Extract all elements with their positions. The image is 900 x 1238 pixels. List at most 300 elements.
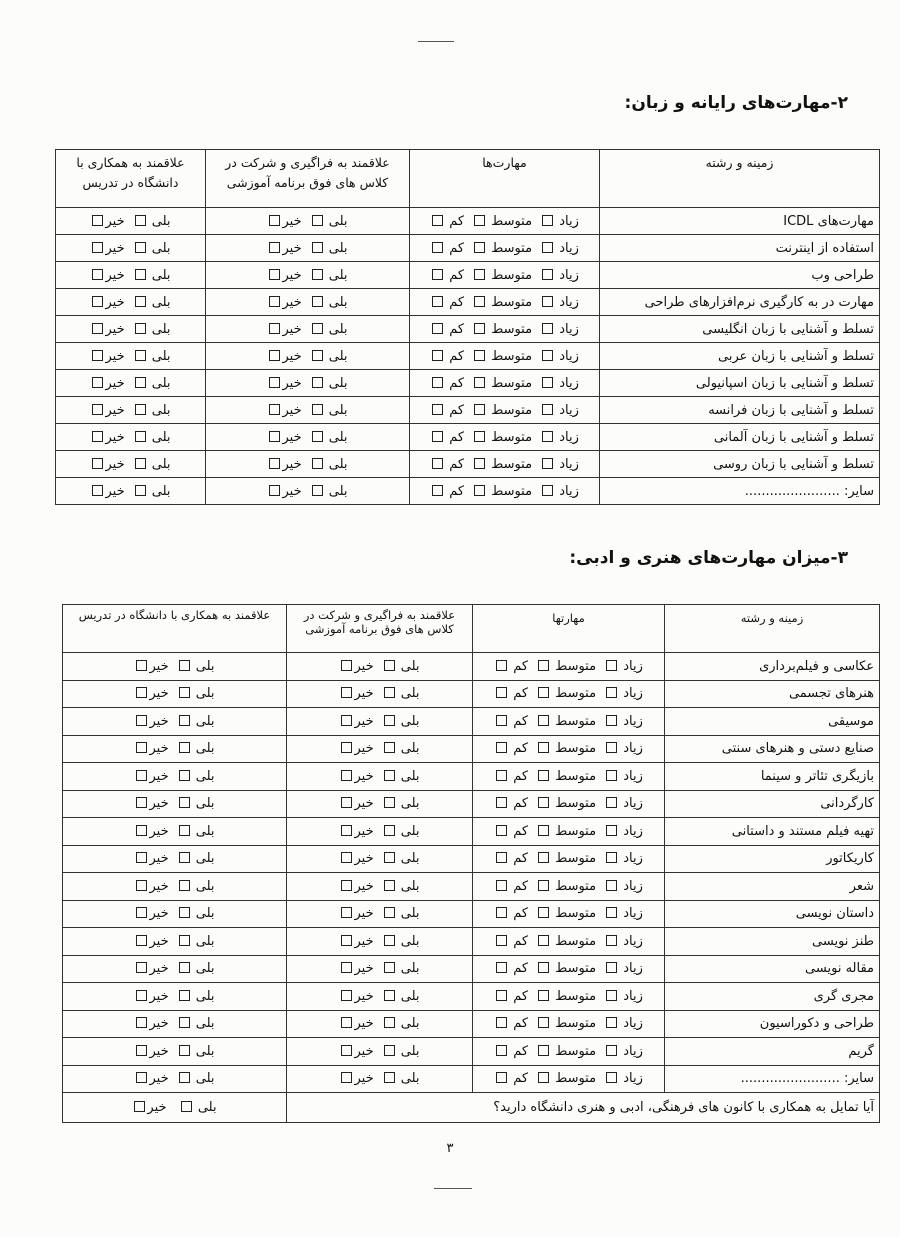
yes-checkbox[interactable] [312,242,323,253]
course-interest-cell [287,928,473,956]
level-medium-checkbox[interactable] [538,907,549,918]
no-checkbox[interactable] [269,296,280,307]
level-medium: متوسط [472,430,532,445]
yes-checkbox[interactable] [312,215,323,226]
course-interest-cell [287,955,473,983]
no-option: خیر [90,268,124,283]
no-option: خیر [132,1100,166,1115]
yes-checkbox[interactable] [181,1101,192,1112]
level-medium: متوسط [536,961,596,976]
header-course: علاقمند به فراگیری و شرکت در کلاس های فوق برنامه آموزشی [206,150,410,208]
no-checkbox[interactable] [92,404,103,415]
yes-checkbox[interactable] [312,323,323,334]
yes-checkbox[interactable] [384,825,395,836]
skill-level-cell [410,478,600,505]
course-interest-cell [287,653,473,681]
table-row [63,928,880,956]
no-checkbox[interactable] [136,825,147,836]
level-high-checkbox[interactable] [606,715,617,726]
level-medium-checkbox[interactable] [538,742,549,753]
level-low-checkbox[interactable] [432,215,443,226]
level-medium-checkbox[interactable] [538,935,549,946]
level-high: زیاد [540,376,579,391]
no-checkbox[interactable] [341,742,352,753]
course-interest-cell [287,845,473,873]
level-high: زیاد [604,879,643,894]
level-medium-checkbox[interactable] [538,825,549,836]
row-label: گریم [665,1038,880,1066]
no-checkbox[interactable] [341,1072,352,1083]
yes-checkbox[interactable] [135,215,146,226]
yes-checkbox[interactable] [384,660,395,671]
yes-checkbox[interactable] [384,797,395,808]
level-high-checkbox[interactable] [606,1045,617,1056]
level-medium-checkbox[interactable] [474,242,485,253]
yes-checkbox[interactable] [179,990,190,1001]
level-high: زیاد [604,796,643,811]
level-medium: متوسط [472,403,532,418]
yes-checkbox[interactable] [312,458,323,469]
row-label: موسیقی [665,708,880,736]
yes-checkbox[interactable] [135,296,146,307]
yes-option: بلی [310,484,348,499]
teach-interest-cell [63,955,287,983]
no-checkbox[interactable] [269,485,280,496]
no-option: خیر [339,989,373,1004]
no-checkbox[interactable] [269,431,280,442]
row-label: طراحی و دکوراسیون [665,1010,880,1038]
no-checkbox[interactable] [136,687,147,698]
yes-checkbox[interactable] [312,296,323,307]
no-option: خیر [339,961,373,976]
yes-checkbox[interactable] [312,350,323,361]
level-low-checkbox[interactable] [496,1045,507,1056]
yes-option: بلی [310,214,348,229]
level-high-checkbox[interactable] [606,660,617,671]
no-checkbox[interactable] [92,350,103,361]
no-checkbox[interactable] [92,323,103,334]
yes-option: بلی [133,214,171,229]
level-low-checkbox[interactable] [432,485,443,496]
no-option: خیر [90,484,124,499]
no-checkbox[interactable] [92,377,103,388]
no-checkbox[interactable] [341,715,352,726]
course-interest-cell [287,763,473,791]
yes-checkbox[interactable] [179,742,190,753]
yes-checkbox[interactable] [384,1072,395,1083]
level-low-checkbox[interactable] [496,797,507,808]
level-low-checkbox[interactable] [432,377,443,388]
yes-checkbox[interactable] [384,962,395,973]
yes-option: بلی [382,906,420,921]
level-low: کم [494,961,528,976]
header-skills: مهارت‌ها [410,150,600,208]
yes-option: بلی [133,322,171,337]
no-checkbox[interactable] [92,242,103,253]
level-low-checkbox[interactable] [432,323,443,334]
skill-level-cell [473,708,665,736]
yes-option: بلی [382,714,420,729]
level-low-checkbox[interactable] [496,1072,507,1083]
level-medium-checkbox[interactable] [474,350,485,361]
level-medium-checkbox[interactable] [538,770,549,781]
no-checkbox[interactable] [136,1072,147,1083]
no-option: خیر [339,1016,373,1031]
level-medium: متوسط [472,484,532,499]
level-medium: متوسط [536,934,596,949]
skill-level-cell [410,316,600,343]
skill-level-cell [473,818,665,846]
no-checkbox[interactable] [341,797,352,808]
no-checkbox[interactable] [269,269,280,280]
table-row [63,845,880,873]
level-low-checkbox[interactable] [496,852,507,863]
level-medium-checkbox[interactable] [538,1072,549,1083]
no-checkbox[interactable] [341,907,352,918]
yes-checkbox[interactable] [179,935,190,946]
yes-option: بلی [177,1016,215,1031]
no-checkbox[interactable] [136,907,147,918]
level-medium-checkbox[interactable] [538,715,549,726]
no-checkbox[interactable] [341,935,352,946]
yes-checkbox[interactable] [135,377,146,388]
yes-checkbox[interactable] [384,715,395,726]
yes-checkbox[interactable] [384,880,395,891]
teach-interest-cell [63,708,287,736]
yes-option: بلی [133,403,171,418]
level-low-checkbox[interactable] [496,990,507,1001]
row-label: مقاله نویسی [665,955,880,983]
no-checkbox[interactable] [341,825,352,836]
level-high: زیاد [604,686,643,701]
teach-interest-cell [63,928,287,956]
level-medium-checkbox[interactable] [474,404,485,415]
row-label: استفاده از اینترنت [600,235,880,262]
teach-interest-cell [56,343,206,370]
table-row [63,955,880,983]
no-checkbox[interactable] [269,242,280,253]
level-high-checkbox[interactable] [542,431,553,442]
level-low: کم [494,934,528,949]
level-high-checkbox[interactable] [606,797,617,808]
yes-checkbox[interactable] [135,323,146,334]
level-low-checkbox[interactable] [432,458,443,469]
level-medium-checkbox[interactable] [474,269,485,280]
yes-option: بلی [382,796,420,811]
teach-interest-cell [56,289,206,316]
yes-option: بلی [177,906,215,921]
level-medium: متوسط [472,349,532,364]
no-checkbox[interactable] [269,323,280,334]
yes-checkbox[interactable] [312,269,323,280]
level-high: زیاد [540,214,579,229]
no-checkbox[interactable] [136,770,147,781]
no-checkbox[interactable] [136,1045,147,1056]
yes-checkbox[interactable] [179,687,190,698]
no-option: خیر [134,741,168,756]
section3-title: ۳-میزان مهارت‌های هنری و ادبی: [569,548,848,568]
no-checkbox[interactable] [134,1101,145,1112]
no-option: خیر [267,430,301,445]
level-high-checkbox[interactable] [542,296,553,307]
no-checkbox[interactable] [136,935,147,946]
course-interest-cell [287,680,473,708]
yes-checkbox[interactable] [384,990,395,1001]
table-row [56,316,880,343]
no-checkbox[interactable] [136,962,147,973]
table-row [56,370,880,397]
skill-level-cell [410,343,600,370]
level-medium-checkbox[interactable] [538,990,549,1001]
teach-interest-cell [63,1010,287,1038]
level-high-checkbox[interactable] [606,962,617,973]
level-medium-checkbox[interactable] [538,852,549,863]
yes-checkbox[interactable] [384,1017,395,1028]
level-medium-checkbox[interactable] [474,377,485,388]
level-high-checkbox[interactable] [606,852,617,863]
no-option: خیر [339,879,373,894]
yes-checkbox[interactable] [384,935,395,946]
no-checkbox[interactable] [92,485,103,496]
no-checkbox[interactable] [269,458,280,469]
level-high-checkbox[interactable] [606,935,617,946]
level-low-checkbox[interactable] [432,296,443,307]
table-row [56,235,880,262]
yes-checkbox[interactable] [179,880,190,891]
level-low-checkbox[interactable] [496,660,507,671]
level-low-checkbox[interactable] [432,242,443,253]
no-option: خیر [134,906,168,921]
yes-checkbox[interactable] [384,907,395,918]
course-interest-cell [287,873,473,901]
no-checkbox[interactable] [92,296,103,307]
skill-level-cell [473,763,665,791]
no-checkbox[interactable] [341,880,352,891]
level-high-checkbox[interactable] [542,377,553,388]
yes-checkbox[interactable] [179,1045,190,1056]
yes-checkbox[interactable] [312,404,323,415]
level-high-checkbox[interactable] [542,404,553,415]
yes-checkbox[interactable] [179,715,190,726]
level-high-checkbox[interactable] [606,907,617,918]
yes-option: بلی [177,686,215,701]
skill-level-cell [473,680,665,708]
level-high-checkbox[interactable] [542,215,553,226]
level-low: کم [494,1044,528,1059]
yes-option: بلی [177,769,215,784]
level-low-checkbox[interactable] [496,880,507,891]
level-medium: متوسط [536,1044,596,1059]
level-medium: متوسط [536,769,596,784]
level-high-checkbox[interactable] [606,687,617,698]
yes-checkbox[interactable] [179,797,190,808]
level-medium: متوسط [536,906,596,921]
no-checkbox[interactable] [136,880,147,891]
yes-checkbox[interactable] [135,269,146,280]
top-mark [418,41,454,42]
level-medium-checkbox[interactable] [538,797,549,808]
yes-checkbox[interactable] [179,1072,190,1083]
no-checkbox[interactable] [269,404,280,415]
yes-checkbox[interactable] [135,458,146,469]
level-low-checkbox[interactable] [496,742,507,753]
yes-checkbox[interactable] [179,852,190,863]
no-checkbox[interactable] [92,269,103,280]
row-label: عکاسی و فیلم‌برداری [665,653,880,681]
level-low-checkbox[interactable] [432,269,443,280]
row-label: کاریکاتور [665,845,880,873]
level-medium-checkbox[interactable] [538,1017,549,1028]
level-medium-checkbox[interactable] [538,962,549,973]
level-high-checkbox[interactable] [542,242,553,253]
level-low-checkbox[interactable] [496,935,507,946]
course-interest-cell [206,289,410,316]
yes-checkbox[interactable] [312,431,323,442]
no-option: خیر [339,906,373,921]
table-row [63,735,880,763]
yes-checkbox[interactable] [312,377,323,388]
yes-checkbox[interactable] [135,431,146,442]
no-checkbox[interactable] [136,797,147,808]
no-checkbox[interactable] [341,1017,352,1028]
yes-checkbox[interactable] [179,660,190,671]
level-low-checkbox[interactable] [496,962,507,973]
section2-title: ۲-مهارت‌های رایانه و زبان: [624,93,848,113]
no-checkbox[interactable] [136,852,147,863]
no-option: خیر [134,1071,168,1086]
no-checkbox[interactable] [269,350,280,361]
header-field: زمینه و رشته [600,150,880,208]
row-label: طنز نویسی [665,928,880,956]
no-checkbox[interactable] [269,215,280,226]
no-checkbox[interactable] [269,377,280,388]
yes-option: بلی [133,268,171,283]
level-medium-checkbox[interactable] [474,431,485,442]
no-checkbox[interactable] [341,990,352,1001]
level-low-checkbox[interactable] [432,404,443,415]
no-checkbox[interactable] [136,742,147,753]
no-checkbox[interactable] [341,770,352,781]
yes-option: بلی [382,934,420,949]
no-checkbox[interactable] [341,962,352,973]
level-low-checkbox[interactable] [496,907,507,918]
level-high-checkbox[interactable] [606,990,617,1001]
level-low-checkbox[interactable] [496,1017,507,1028]
yes-checkbox[interactable] [135,404,146,415]
no-checkbox[interactable] [92,215,103,226]
row-label: تسلط و آشنایی با زبان اسپانیولی [600,370,880,397]
level-medium-checkbox[interactable] [474,458,485,469]
no-option: خیر [339,1071,373,1086]
yes-option: بلی [310,403,348,418]
yes-checkbox[interactable] [179,1017,190,1028]
yes-checkbox[interactable] [135,350,146,361]
no-checkbox[interactable] [341,687,352,698]
level-low-checkbox[interactable] [432,350,443,361]
no-option: خیر [339,741,373,756]
yes-checkbox[interactable] [179,962,190,973]
table-row [63,708,880,736]
yes-checkbox[interactable] [384,1045,395,1056]
level-high-checkbox[interactable] [542,269,553,280]
no-checkbox[interactable] [136,990,147,1001]
teach-interest-cell [63,763,287,791]
level-high-checkbox[interactable] [542,350,553,361]
yes-checkbox[interactable] [384,687,395,698]
row-label: طراحی وب [600,262,880,289]
skill-level-cell [473,790,665,818]
level-low-checkbox[interactable] [496,687,507,698]
course-interest-cell [206,424,410,451]
level-medium-checkbox[interactable] [474,296,485,307]
yes-option: بلی [133,349,171,364]
level-high-checkbox[interactable] [606,880,617,891]
level-high-checkbox[interactable] [606,770,617,781]
section3-rows [63,653,880,1093]
no-option: خیر [267,403,301,418]
level-medium-checkbox[interactable] [538,687,549,698]
level-medium-checkbox[interactable] [538,1045,549,1056]
level-low: کم [494,1016,528,1031]
level-high-checkbox[interactable] [606,1072,617,1083]
level-low: کم [430,376,464,391]
no-checkbox[interactable] [136,660,147,671]
yes-checkbox[interactable] [135,242,146,253]
no-checkbox[interactable] [341,852,352,863]
no-checkbox[interactable] [136,715,147,726]
no-checkbox[interactable] [341,1045,352,1056]
no-checkbox[interactable] [136,1017,147,1028]
level-low-checkbox[interactable] [432,431,443,442]
level-low-checkbox[interactable] [496,715,507,726]
yes-checkbox[interactable] [179,825,190,836]
teach-interest-cell [63,680,287,708]
yes-checkbox[interactable] [384,742,395,753]
level-medium-checkbox[interactable] [474,215,485,226]
level-high-checkbox[interactable] [542,458,553,469]
yes-checkbox[interactable] [179,907,190,918]
no-option: خیر [267,268,301,283]
level-high-checkbox[interactable] [606,742,617,753]
level-high-checkbox[interactable] [542,485,553,496]
yes-checkbox[interactable] [135,485,146,496]
level-low-checkbox[interactable] [496,825,507,836]
level-high-checkbox[interactable] [606,825,617,836]
course-interest-cell [287,1010,473,1038]
level-low-checkbox[interactable] [496,770,507,781]
no-checkbox[interactable] [92,431,103,442]
level-medium-checkbox[interactable] [538,880,549,891]
level-high: زیاد [604,961,643,976]
level-high-checkbox[interactable] [542,323,553,334]
level-medium: متوسط [536,989,596,1004]
yes-checkbox[interactable] [384,852,395,863]
no-checkbox[interactable] [92,458,103,469]
yes-checkbox[interactable] [179,770,190,781]
level-high-checkbox[interactable] [606,1017,617,1028]
level-medium-checkbox[interactable] [538,660,549,671]
no-checkbox[interactable] [341,660,352,671]
teach-interest-cell [63,900,287,928]
final-question: آیا تمایل به همکاری با کانون های فرهنگی، ادبی و هنری دانشگاه دارید؟ [287,1093,880,1123]
yes-checkbox[interactable] [384,770,395,781]
row-label: هنرهای تجسمی [665,680,880,708]
level-medium-checkbox[interactable] [474,323,485,334]
no-option: خیر [90,457,124,472]
teach-interest-cell [63,790,287,818]
level-medium-checkbox[interactable] [474,485,485,496]
yes-checkbox[interactable] [312,485,323,496]
